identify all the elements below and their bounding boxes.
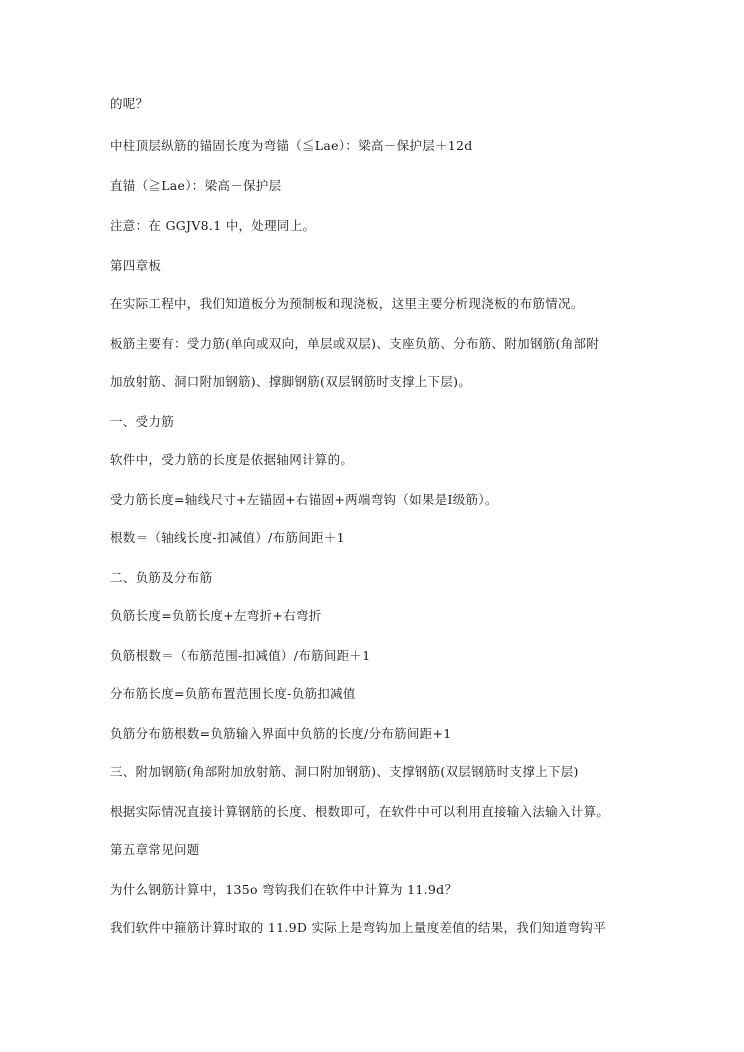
text-line: 板筋主要有：受力筋(单向或双向，单层或双层)、支座负筋、分布筋、附加钢筋(角部附: [110, 336, 600, 351]
text-line: 根数＝（轴线长度-扣减值）/布筋间距＋1: [110, 530, 345, 545]
text-line: 我们软件中箍筋计算时取的 11.9D 实际上是弯钩加上量度差值的结果，我们知道弯钩平: [110, 920, 606, 935]
text-line: 的呢？: [110, 96, 149, 111]
text-line: 软件中，受力筋的长度是依据轴网计算的。: [110, 452, 354, 467]
text-line: 中柱顶层纵筋的锚固长度为弯锚（≦Lae）：梁高－保护层＋12d: [110, 138, 473, 153]
text-line: 负筋长度=负筋长度+左弯折+右弯折: [110, 608, 322, 623]
text-line: 加放射筋、洞口附加钢筋)、撑脚钢筋(双层钢筋时支撑上下层)。: [110, 374, 472, 389]
text-line: 在实际工程中，我们知道板分为预制板和现浇板，这里主要分析现浇板的布筋情况。: [110, 296, 584, 311]
section-heading: 第五章常见问题: [110, 842, 200, 857]
section-heading: 二、负筋及分布筋: [110, 570, 213, 585]
text-line: 注意：在 GGJV8.1 中，处理同上。: [110, 218, 316, 233]
section-heading: 一、受力筋: [110, 414, 175, 429]
text-line: 受力筋长度=轴线尺寸+左锚固+右锚固+两端弯钩（如果是Ⅰ级筋）。: [110, 492, 498, 507]
text-line: 负筋根数＝（布筋范围-扣减值）/布筋间距＋1: [110, 648, 371, 663]
text-line: 负筋分布筋根数=负筋输入界面中负筋的长度/分布筋间距+1: [110, 726, 452, 741]
text-line: 为什么钢筋计算中，135o 弯钩我们在软件中计算为 11.9d？: [110, 882, 458, 897]
text-line: 根据实际情况直接计算钢筋的长度、根数即可，在软件中可以利用直接输入法输入计算。: [110, 804, 610, 819]
section-heading: 第四章板: [110, 258, 162, 273]
text-line: 分布筋长度=负筋布置范围长度-负筋扣减值: [110, 686, 356, 701]
section-heading: 三、附加钢筋(角部附加放射筋、洞口附加钢筋)、支撑钢筋(双层钢筋时支撑上下层): [110, 764, 579, 779]
text-line: 直锚（≧Lae）：梁高－保护层: [110, 178, 282, 193]
